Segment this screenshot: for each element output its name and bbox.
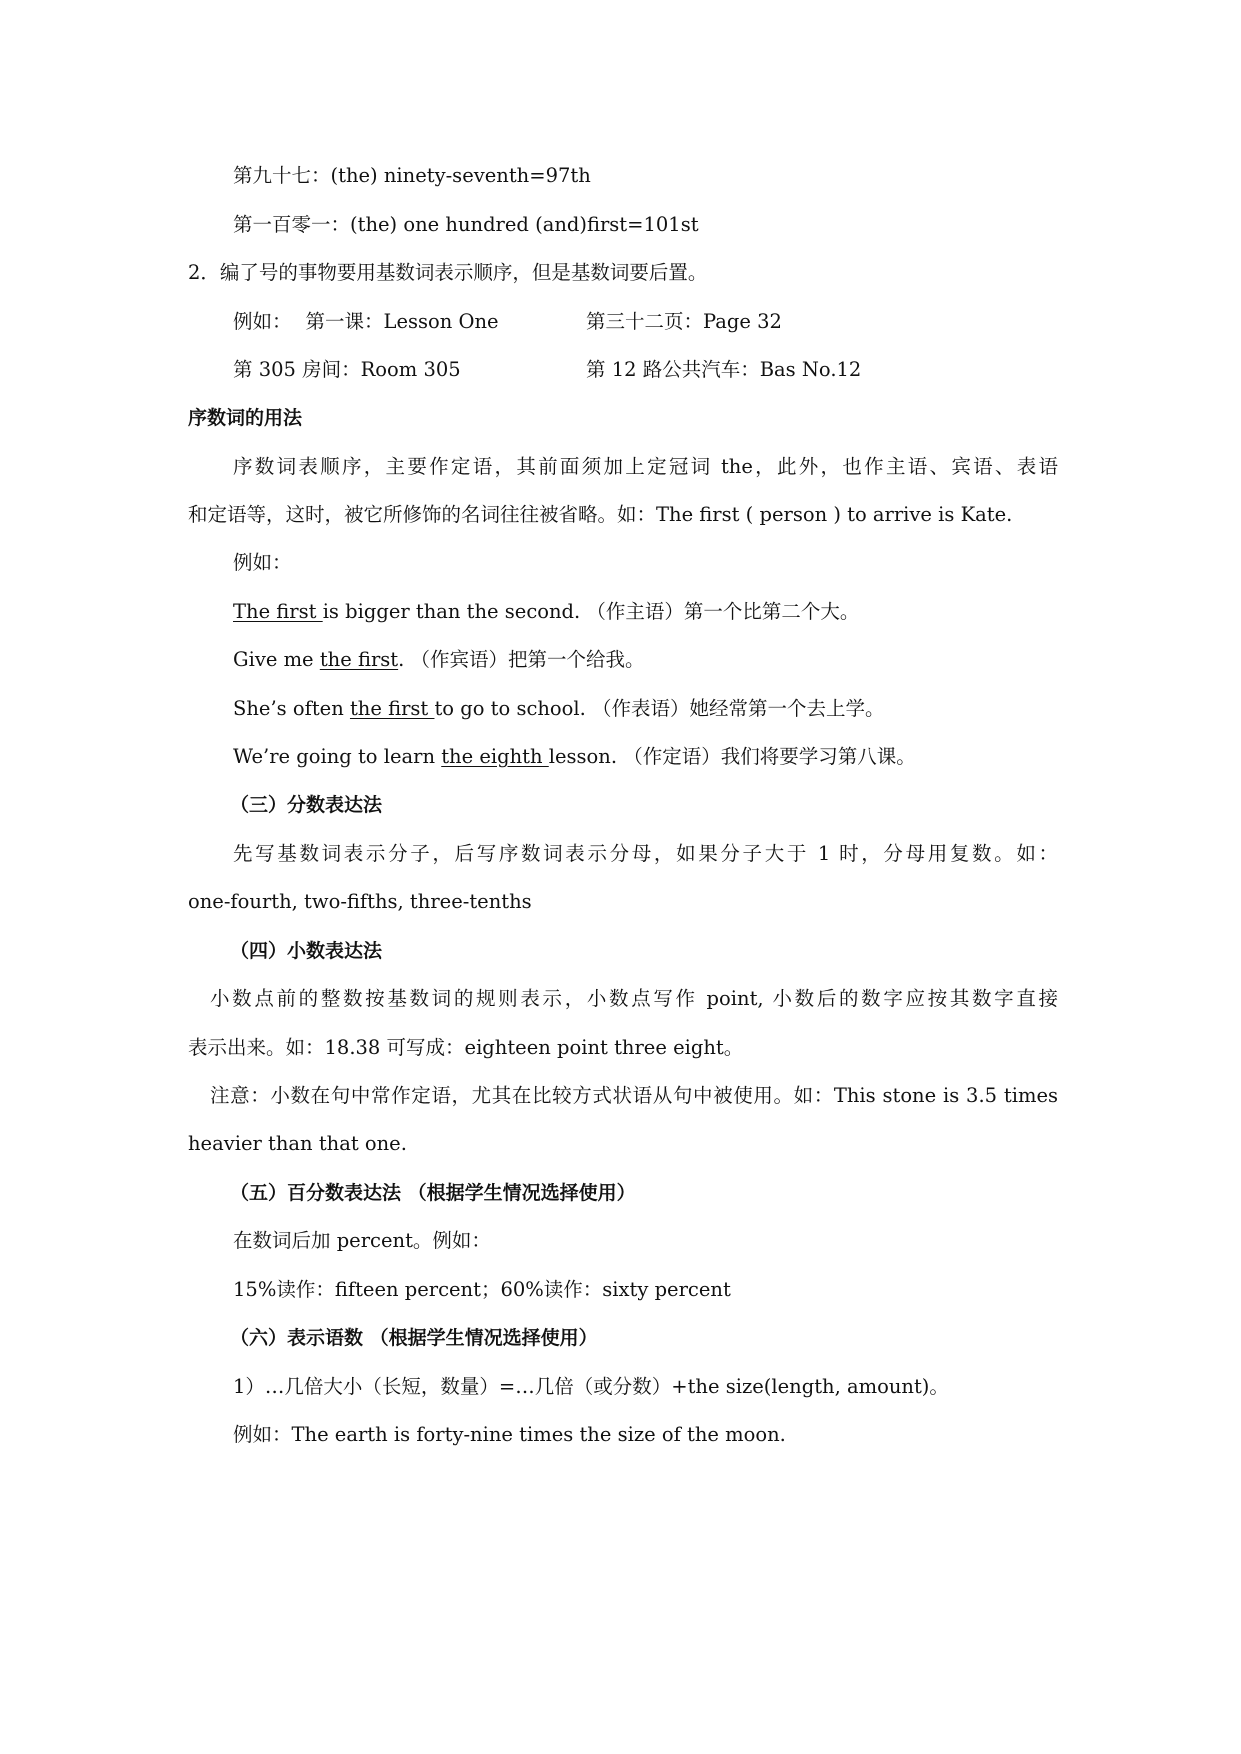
decimals-note-line2: heavier than that one.: [188, 1132, 407, 1155]
multiples-rule-1: 1）…几倍大小（长短，数量）=…几倍（或分数）+the size(length, amount)。: [233, 1375, 949, 1398]
section-heading-multiples: （六）表示语数 （根据学生情况选择使用）: [230, 1327, 598, 1349]
fractions-para-line2: one-fourth, two-fifths, three-tenths: [188, 890, 532, 913]
section-heading-percent: （五）百分数表达法 （根据学生情况选择使用）: [230, 1182, 636, 1204]
decimals-para-line1: 小数点前的整数按基数词的规则表示，小数点写作 point, 小数后的数字应按其数字直接: [210, 987, 1058, 1010]
example-subject: [233, 595, 1113, 629]
example-text: is bigger than the second. （作主语）第一个比第二个大。: [322, 600, 860, 623]
example-page: 第三十二页：Page 32: [586, 310, 782, 333]
example-text: to go to school. （作表语）她经常第一个去上学。: [434, 697, 885, 720]
decimals-para-line2: 表示出来。如：18.38 可写成：eighteen point three eight。: [188, 1036, 744, 1059]
example-attributive: [233, 740, 1113, 774]
multiples-example: 例如：The earth is forty-nine times the size of the moon.: [233, 1423, 786, 1446]
numbered-rule-2: 2．编了号的事物要用基数词表示顺序，但是基数词要后置。: [188, 261, 708, 284]
underlined-phrase: the eighth: [441, 745, 549, 768]
percent-para-line2: 15%读作：fifteen percent；60%读作：sixty percent: [233, 1278, 731, 1301]
underlined-phrase: the first: [319, 648, 399, 671]
example-label: 例如：: [233, 551, 292, 574]
section-heading-decimals: （四）小数表达法: [230, 940, 383, 962]
ordinal-97-line: 第九十七：(the) ninety-seventh=97th: [233, 164, 591, 187]
ordinal-usage-para-line1: 序数词表顺序，主要作定语，其前面须加上定冠词 the，此外，也作主语、宾语、表语: [233, 455, 1058, 478]
fractions-para-line1: 先写基数词表示分子，后写序数词表示分母，如果分子大于 1 时，分母用复数。如：: [233, 842, 1058, 865]
example-text: We’re going to learn: [233, 745, 442, 768]
percent-para-line1: 在数词后加 percent。例如：: [233, 1229, 491, 1252]
example-text: She’s often: [233, 697, 350, 720]
ordinal-usage-para-line2: 和定语等，这时，被它所修饰的名词往往被省略。如：The first ( person ) to arrive is Kate.: [188, 503, 1013, 526]
ordinal-101-line: 第一百零一：(the) one hundred (and)first=101st: [233, 213, 699, 236]
example-lesson: 第一课：Lesson One: [305, 310, 499, 333]
example-text: . （作宾语）把第一个给我。: [398, 648, 645, 671]
decimals-note-line1: 注意：小数在句中常作定语，尤其在比较方式状语从句中被使用。如：This stone is 3.5 times: [210, 1084, 1058, 1107]
section-heading-ordinal-usage: 序数词的用法: [188, 407, 303, 429]
example-object: [233, 643, 1113, 677]
example-bus: 第 12 路公共汽车：Bas No.12: [586, 358, 862, 381]
example-text: Give me: [233, 648, 320, 671]
underlined-phrase: the first: [349, 697, 435, 720]
example-room: 第 305 房间：Room 305: [233, 358, 461, 381]
underlined-phrase: The first: [233, 600, 323, 623]
example-label: 例如：: [233, 310, 292, 333]
example-predicative: [233, 692, 1113, 726]
section-heading-fractions: （三）分数表达法: [230, 794, 383, 816]
example-text: lesson. （作定语）我们将要学习第八课。: [548, 745, 916, 768]
